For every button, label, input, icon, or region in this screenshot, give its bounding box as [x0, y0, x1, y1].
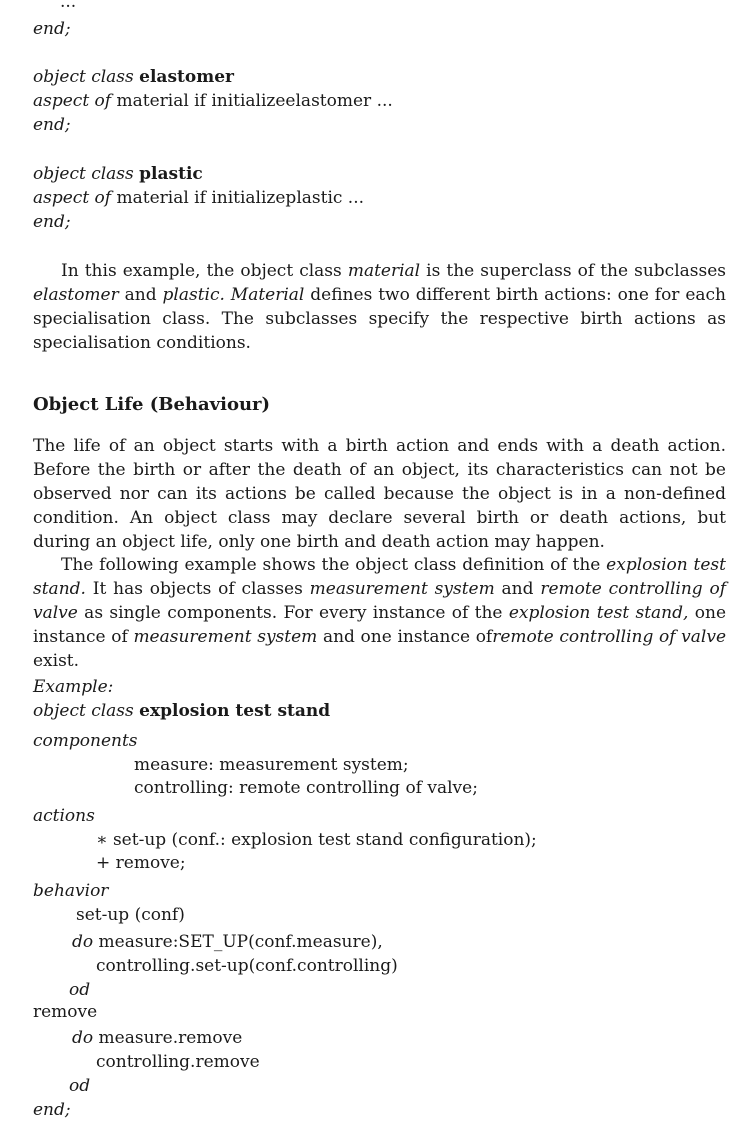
behavior-line: [72, 930, 383, 954]
elastomer-class-line: [33, 65, 234, 89]
emphasis-run: explosion test stand,: [508, 603, 689, 623]
plastic-aspect-line: [33, 186, 364, 210]
emphasis-run: Material: [230, 285, 305, 305]
class-name-explosion-test-stand: explosion test stand: [139, 701, 331, 721]
emphasis-run: explosion test stand.: [33, 555, 726, 599]
object-class-keyword: object class: [33, 164, 134, 184]
component-line: measure: measurement system;: [134, 755, 409, 775]
class-name-elastomer: elastomer: [139, 67, 234, 87]
object-class-keyword: object class: [33, 67, 134, 87]
end-keyword: end;: [33, 212, 71, 232]
action-line: + remove;: [96, 853, 186, 873]
emphasis-run: elastomer: [33, 285, 119, 305]
behavior-text: measure:SET_UP(conf.measure),: [93, 932, 383, 952]
behavior-line: controlling.remove: [96, 1052, 260, 1072]
od-keyword: od: [69, 980, 91, 1000]
remove-line: remove: [33, 1002, 98, 1022]
text-run: exist.: [33, 651, 80, 671]
emphasis-run: remote controlling of valve: [33, 579, 727, 623]
paragraph-object-life: The life of an object starts with a birth action and ends with a death action. Before the birth or after the death of an object, its characteristics can not be observed nor can its actions be called because the object is in a non-defined condition. An object class may declare several birth or death actions, but during an object life, only one birth and death action may happen.: [33, 436, 726, 552]
emphasis-run: remote controlling of valve: [492, 627, 727, 647]
paragraph-superclass: [33, 259, 726, 355]
section-heading: Object Life (Behaviour): [33, 394, 271, 415]
end-keyword: end;: [33, 115, 71, 135]
behavior-text: measure.remove: [93, 1028, 243, 1048]
behavior-line: controlling.set-up(conf.controlling): [96, 956, 398, 976]
ellipsis: ...: [60, 0, 77, 12]
behavior-keyword: behavior: [33, 881, 109, 901]
emphasis-run: measurement system: [133, 627, 318, 647]
aspect-keyword: aspect of: [33, 188, 112, 208]
text-run: In this example, the object class: [61, 261, 348, 281]
actions-keyword: actions: [33, 806, 95, 826]
text-run: is the superclass of the subclasses: [420, 261, 726, 281]
aspect-text: material if initializeplastic ...: [111, 188, 365, 208]
example-label: Example:: [33, 677, 114, 697]
emphasis-run: material: [347, 261, 421, 281]
text-run: one instance of: [33, 603, 727, 647]
behavior-line: [72, 1026, 242, 1050]
emphasis-run: measurement system: [309, 579, 495, 599]
plastic-class-line: [33, 162, 203, 186]
text-run: and: [494, 579, 541, 599]
do-keyword: do: [72, 1028, 94, 1048]
component-line: controlling: remote controlling of valve;: [134, 778, 478, 798]
action-line: ∗ set-up (conf.: explosion test stand configuration);: [96, 830, 537, 850]
text-run: and: [118, 285, 163, 305]
do-keyword: do: [72, 932, 94, 952]
text-run: and one instance of: [317, 627, 493, 647]
components-keyword: components: [33, 731, 138, 751]
elastomer-aspect-line: [33, 89, 393, 113]
text-run: It has objects of classes: [85, 579, 310, 599]
aspect-keyword: aspect of: [33, 91, 112, 111]
aspect-text: material if initializeelastomer ...: [111, 91, 393, 111]
text-run: as single components. For every instance of the: [77, 603, 509, 623]
text-run: The following example shows the object class definition of the: [61, 555, 607, 575]
od-keyword: od: [69, 1076, 91, 1096]
object-class-keyword: object class: [33, 701, 134, 721]
paragraph-example-intro: [33, 553, 726, 673]
text-run: defines two different birth actions: one for each specialisation class. The subclasses specify the respective birth actions as specialisation conditions.: [33, 285, 727, 353]
example-class-line: [33, 699, 330, 723]
end-keyword: end;: [33, 1100, 71, 1120]
end-keyword: end;: [33, 19, 71, 39]
emphasis-run: plastic.: [162, 285, 225, 305]
behavior-line: set-up (conf): [76, 905, 185, 925]
class-name-plastic: plastic: [139, 164, 203, 184]
